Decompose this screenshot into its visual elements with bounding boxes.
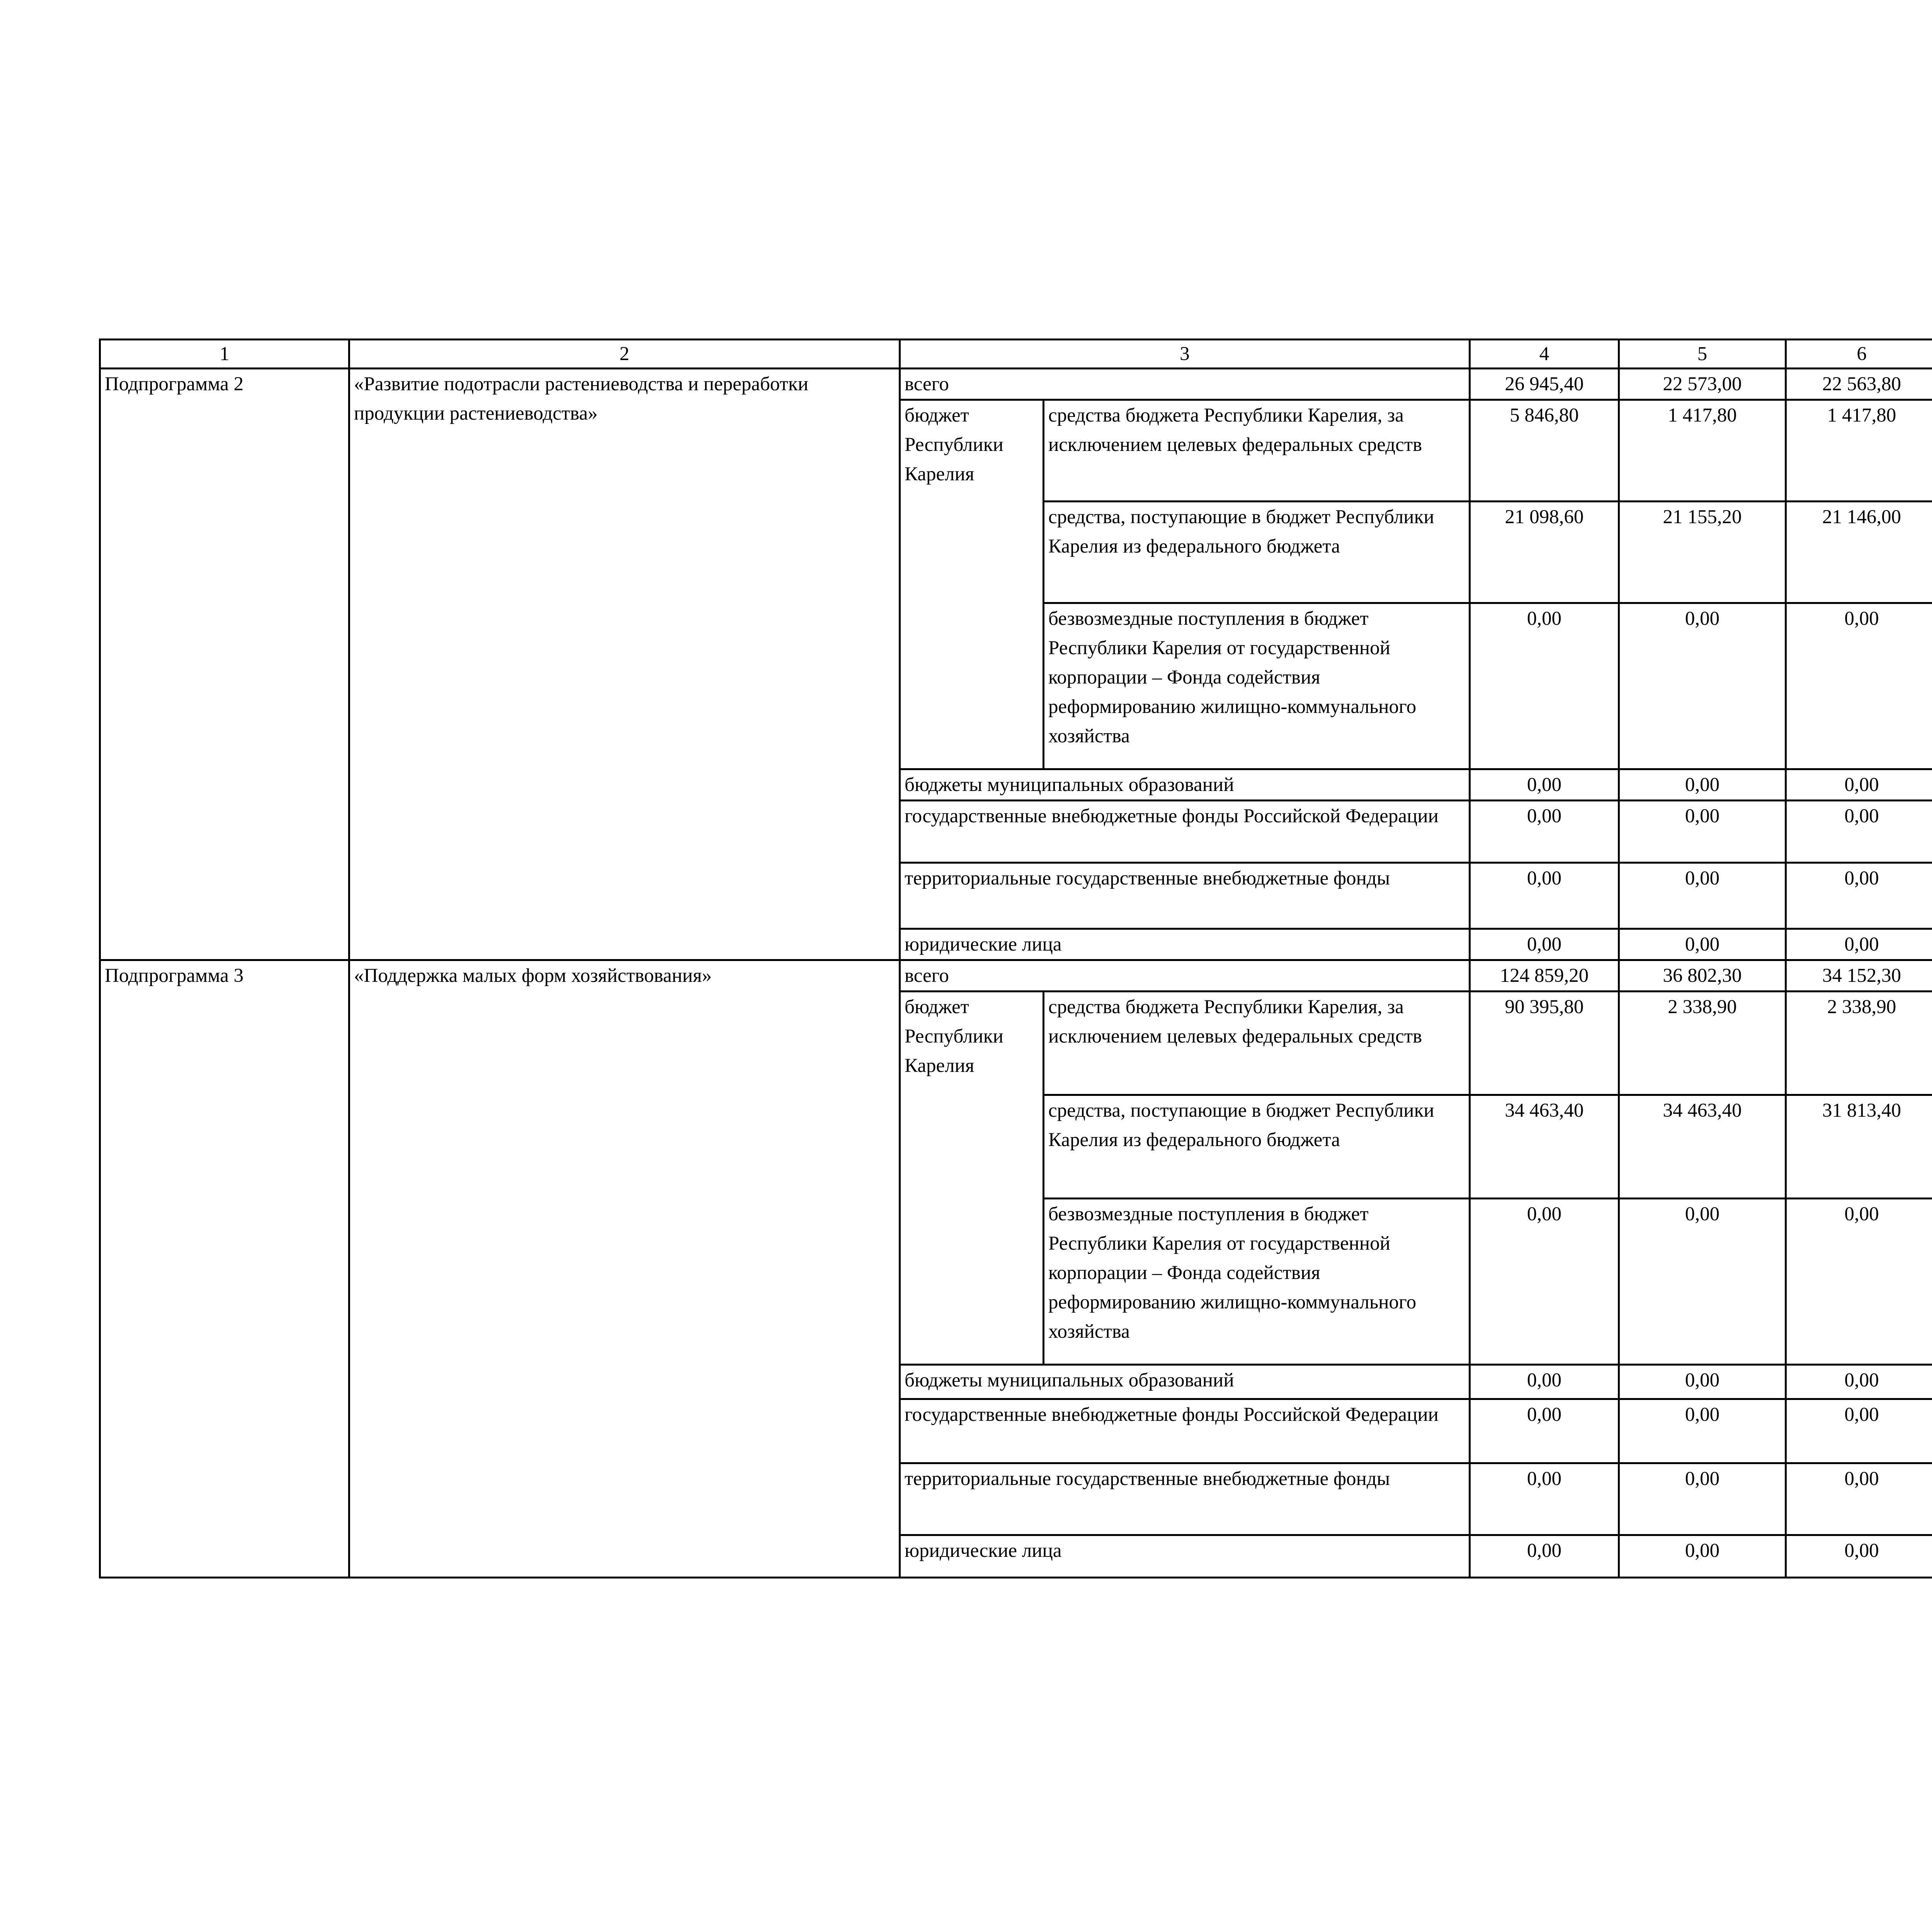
value-cell: 0,00 <box>1470 603 1619 769</box>
header-cell: 6 <box>1786 340 1932 369</box>
subprogram-name: «Поддержка малых форм хозяйствования» <box>349 960 900 1578</box>
republic-budget-label: бюджет Республики Карелия <box>900 400 1044 769</box>
value-cell: 0,00 <box>1470 769 1619 801</box>
value-cell: 0,00 <box>1786 1199 1932 1365</box>
value-cell: 0,00 <box>1470 929 1619 960</box>
value-cell: 0,00 <box>1619 1463 1786 1535</box>
source-label: средства, поступающие в бюджет Республики Карелия из федерального бюджета <box>1044 1095 1470 1199</box>
value-cell: 0,00 <box>1786 769 1932 801</box>
value-cell: 2 338,90 <box>1619 992 1786 1095</box>
column-number-row <box>100 340 1932 369</box>
value-cell: 0,00 <box>1619 603 1786 769</box>
source-label: территориальные государственные внебюджетные фонды <box>900 863 1470 929</box>
value-cell: 0,00 <box>1470 1399 1619 1463</box>
source-label: юридические лица <box>900 1535 1470 1578</box>
source-label: территориальные государственные внебюджетные фонды <box>900 1463 1470 1535</box>
header-cell: 3 <box>900 340 1470 369</box>
source-label: всего <box>900 960 1470 992</box>
header-cell: 1 <box>100 340 349 369</box>
value-cell: 21 098,60 <box>1470 502 1619 603</box>
budget-table <box>99 338 1932 1579</box>
source-label: безвозмездные поступления в бюджет Республики Карелия от государственной корпорации – Фонда содействия реформированию жилищно-коммунального хозяйства <box>1044 1199 1470 1365</box>
source-label: средства, поступающие в бюджет Республики Карелия из федерального бюджета <box>1044 502 1470 603</box>
value-cell: 22 563,80 <box>1786 369 1932 400</box>
document-page <box>99 338 1932 1579</box>
source-label: государственные внебюджетные фонды Российской Федерации <box>900 1399 1470 1463</box>
header-cell: 2 <box>349 340 900 369</box>
value-cell: 0,00 <box>1786 929 1932 960</box>
subprogram-code: Подпрограмма 2 <box>100 369 349 960</box>
value-cell: 22 573,00 <box>1619 369 1786 400</box>
republic-budget-label: бюджет Республики Карелия <box>900 992 1044 1365</box>
value-cell: 0,00 <box>1470 1535 1619 1578</box>
value-cell: 124 859,20 <box>1470 960 1619 992</box>
value-cell: 0,00 <box>1470 1463 1619 1535</box>
source-label: бюджеты муниципальных образований <box>900 1365 1470 1399</box>
source-label: безвозмездные поступления в бюджет Республики Карелия от государственной корпорации – Фонда содействия реформированию жилищно-коммунального хозяйства <box>1044 603 1470 769</box>
value-cell: 21 146,00 <box>1786 502 1932 603</box>
source-label: всего <box>900 369 1470 400</box>
value-cell: 0,00 <box>1619 1199 1786 1365</box>
value-cell: 26 945,40 <box>1470 369 1619 400</box>
source-label: юридические лица <box>900 929 1470 960</box>
section-total-row <box>100 960 1932 992</box>
value-cell: 1 417,80 <box>1786 400 1932 502</box>
value-cell: 0,00 <box>1786 603 1932 769</box>
source-label: государственные внебюджетные фонды Российской Федерации <box>900 801 1470 863</box>
value-cell: 0,00 <box>1619 863 1786 929</box>
value-cell: 0,00 <box>1786 801 1932 863</box>
value-cell: 0,00 <box>1786 1399 1932 1463</box>
table-body <box>100 340 1932 1578</box>
value-cell: 0,00 <box>1619 1535 1786 1578</box>
value-cell: 0,00 <box>1470 1365 1619 1399</box>
section-total-row <box>100 369 1932 400</box>
source-label: бюджеты муниципальных образований <box>900 769 1470 801</box>
header-cell: 5 <box>1619 340 1786 369</box>
value-cell: 34 463,40 <box>1470 1095 1619 1199</box>
value-cell: 34 152,30 <box>1786 960 1932 992</box>
value-cell: 90 395,80 <box>1470 992 1619 1095</box>
value-cell: 1 417,80 <box>1619 400 1786 502</box>
value-cell: 0,00 <box>1470 1199 1619 1365</box>
value-cell: 2 338,90 <box>1786 992 1932 1095</box>
value-cell: 36 802,30 <box>1619 960 1786 992</box>
value-cell: 21 155,20 <box>1619 502 1786 603</box>
subprogram-name: «Развитие подотрасли растениеводства и переработки продукции растениеводства» <box>349 369 900 960</box>
source-label: средства бюджета Республики Карелия, за исключением целевых федеральных средств <box>1044 992 1470 1095</box>
value-cell: 0,00 <box>1619 801 1786 863</box>
subprogram-code: Подпрограмма 3 <box>100 960 349 1578</box>
value-cell: 0,00 <box>1470 801 1619 863</box>
value-cell: 34 463,40 <box>1619 1095 1786 1199</box>
value-cell: 0,00 <box>1619 1399 1786 1463</box>
value-cell: 0,00 <box>1786 1463 1932 1535</box>
value-cell: 0,00 <box>1470 863 1619 929</box>
value-cell: 0,00 <box>1786 1365 1932 1399</box>
value-cell: 0,00 <box>1619 1365 1786 1399</box>
value-cell: 31 813,40 <box>1786 1095 1932 1199</box>
value-cell: 0,00 <box>1786 863 1932 929</box>
header-cell: 4 <box>1470 340 1619 369</box>
value-cell: 0,00 <box>1786 1535 1932 1578</box>
value-cell: 0,00 <box>1619 929 1786 960</box>
value-cell: 5 846,80 <box>1470 400 1619 502</box>
value-cell: 0,00 <box>1619 769 1786 801</box>
source-label: средства бюджета Республики Карелия, за исключением целевых федеральных средств <box>1044 400 1470 502</box>
